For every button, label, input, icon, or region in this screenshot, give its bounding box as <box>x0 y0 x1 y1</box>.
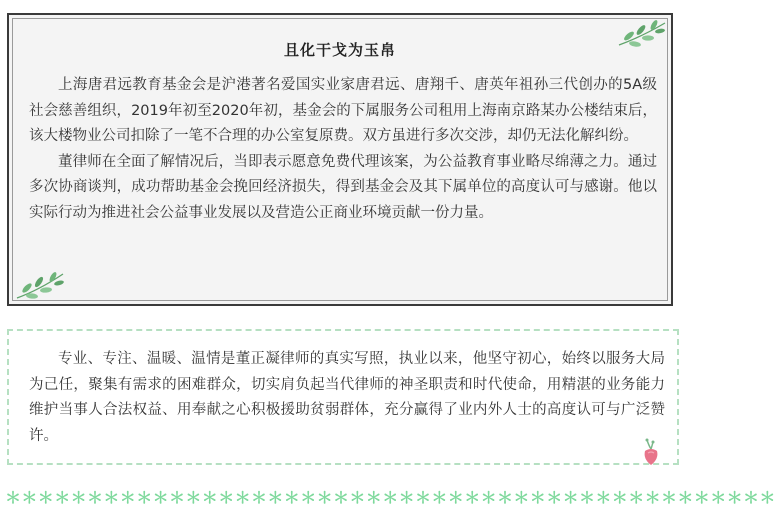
star-divider: ＊＊＊＊＊＊＊＊＊＊＊＊＊＊＊＊＊＊＊＊＊＊＊＊＊＊＊＊＊＊＊＊＊＊＊＊＊＊＊＊＊＊＊＊＊＊＊ <box>5 488 776 507</box>
article-paragraph-1: 上海唐君远教育基金会是沪港著名爱国实业家唐君远、唐翔千、唐英年祖孙三代创办的5A级社会慈善组织，2019年初至2020年初，基金会的下属服务公司租用上海南京路某办公楼结束后，该大楼物业公司扣除了一笔不合理的办公室复原费。双方虽进行多次交涉，却仍无法化解纠纷。 <box>29 77 657 144</box>
article-title: 且化干戈为玉帛 <box>283 41 396 59</box>
summary-card <box>7 329 679 465</box>
case-card <box>7 13 673 306</box>
flower-icon <box>637 437 665 467</box>
leaf-sprig-icon <box>15 270 67 300</box>
article-body <box>29 73 657 226</box>
article-paragraph-2: 董律师在全面了解情况后，当即表示愿意免费代理该案，为公益教育事业略尽绵薄之力。通过多次协商谈判，成功帮助基金会挽回经济损失，得到基金会及其下属单位的高度认可与感谢。他以实际行动为推进社会公益事业发展以及营造公正商业环境贡献一份力量。 <box>29 153 657 221</box>
summary-paragraph: 专业、专注、温暖、温情是董正凝律师的真实写照，执业以来，他坚守初心，始终以服务大局为己任，聚集有需求的困难群众，切实肩负起当代律师的神圣职责和时代使命，用精湛的业务能力维护当事人合法权益、用奉献之心积极援助贫弱群体，充分赢得了业内外人士的高度认可与广泛赞许。 <box>29 351 665 444</box>
